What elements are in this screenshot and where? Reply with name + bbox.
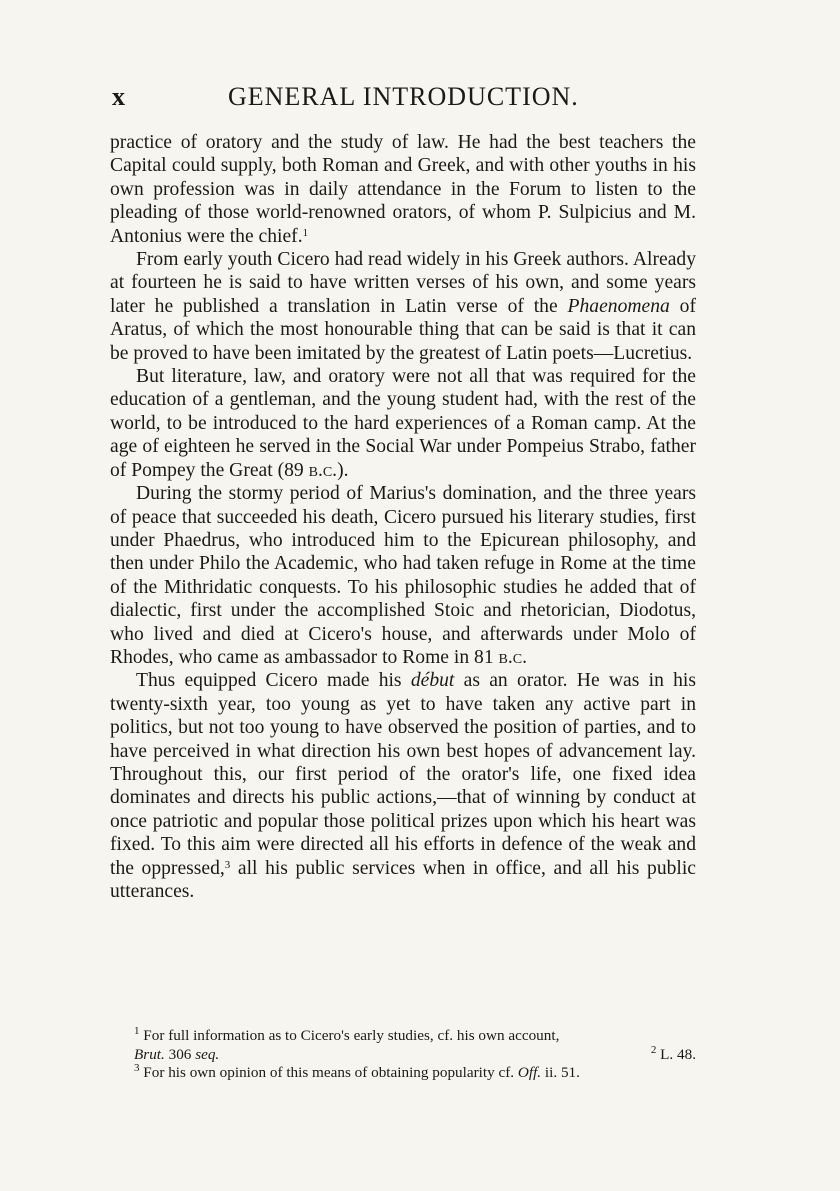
paragraph	[110, 248, 696, 365]
paragraph	[110, 482, 696, 669]
debut-word: début	[410, 670, 455, 692]
paragraph-text: all his public services when in office, and all his public utterances.	[110, 857, 696, 902]
era-abbrev: b.c.	[498, 646, 528, 668]
footnote-text: For full information as to Cicero's early studies, cf. his own account,	[143, 1027, 560, 1044]
citation-location: 306	[168, 1045, 192, 1063]
paragraph	[110, 131, 696, 248]
footnote-1	[110, 1027, 696, 1046]
footnote-text: L. 48.	[660, 1045, 696, 1063]
paragraph-text: Thus equipped Cicero made his	[136, 670, 411, 692]
paragraph-text: of Aratus, of which the most honourable thing that can be said is that it can be proved to have been imitated by the greatest of Latin poets—Lucretius.	[110, 295, 696, 364]
footnote-ref: 1	[302, 226, 309, 239]
footnote-line	[110, 1043, 696, 1065]
citation-seq: seq.	[195, 1045, 220, 1063]
footnote-3	[110, 1064, 696, 1083]
footnote-ref: 3	[224, 858, 231, 871]
paragraph-text: From early youth Cicero had read widely in his Greek authors. Already at fourteen he is said to have written verses of his own, and some years later he published a translation in Latin verse of the	[110, 249, 696, 317]
paragraph-text: practice of oratory and the study of law. He had the best teachers the Capital could supply, both Roman and Greek, and with other youths in his own profession was in daily attendance in the Forum to listen to the pleading of those world-renowned orators, of whom P. Sulpicius and M. Antonius were the chief.	[110, 132, 696, 247]
running-title: GENERAL INTRODUCTION.	[228, 82, 579, 111]
page-number: x	[112, 82, 125, 111]
footnote-2	[627, 1043, 696, 1065]
paragraph-text: ).	[337, 459, 349, 481]
paragraph-text: During the stormy period of Marius's domination, and the three years of peace that succeeded his death, Cicero pursued his literary studies, first under Phaedrus, who introduced him to the Epicurean philosophy, and then under Philo the Academic, who had taken refuge in Rome at the time of the Mithridatic conquests. To his philosophic studies he added that of dialectic, first under the accomplished Stoic and rhetorician, Diodotus, who lived and died at Cicero's house, and afterwards under Molo of Rhodes, who came as ambassador to Rome in 81	[110, 483, 696, 668]
work-title: Phaenomena	[567, 295, 670, 317]
footnote-text: For his own opinion of this means of obtaining popularity cf.	[143, 1064, 515, 1082]
body-text	[110, 131, 696, 903]
paragraph	[110, 669, 696, 903]
footnotes	[110, 1027, 696, 1083]
paragraph-text: as an orator. He was in his twenty-sixth year, too young as yet to have taken any active part in politics, but not too young to have observed the position of parties, and to have perceived in what direction his own best hopes of advancement lay. Throughout this, our first period of the orator's life, one fixed idea dominates and directs his public actions,—that of winning by conduct at once patriotic and popular those political prizes upon which his heart was fixed. To this aim were directed all his efforts in defence of the weak and the oppressed,	[110, 670, 696, 879]
work-title: Brut.	[134, 1045, 165, 1063]
footnote-mark: 1	[134, 1025, 140, 1037]
paragraph	[110, 365, 696, 482]
citation-location: ii. 51.	[544, 1064, 580, 1082]
footnote-citation	[110, 1046, 219, 1065]
era-abbrev: b.c.	[308, 459, 338, 481]
paragraph-text: But literature, law, and oratory were not all that was required for the education of a gentleman, and the young student had, with the rest of the world, to be introduced to the hard experiences of a Roman camp. At the age of eighteen he served in the Social War under Pompeius Strabo, father of Pompey the Great (89	[110, 366, 696, 481]
footnote-mark: 3	[134, 1062, 140, 1075]
page-header	[110, 82, 710, 118]
footnote-mark: 2	[650, 1043, 657, 1056]
work-title: Off.	[517, 1064, 542, 1082]
